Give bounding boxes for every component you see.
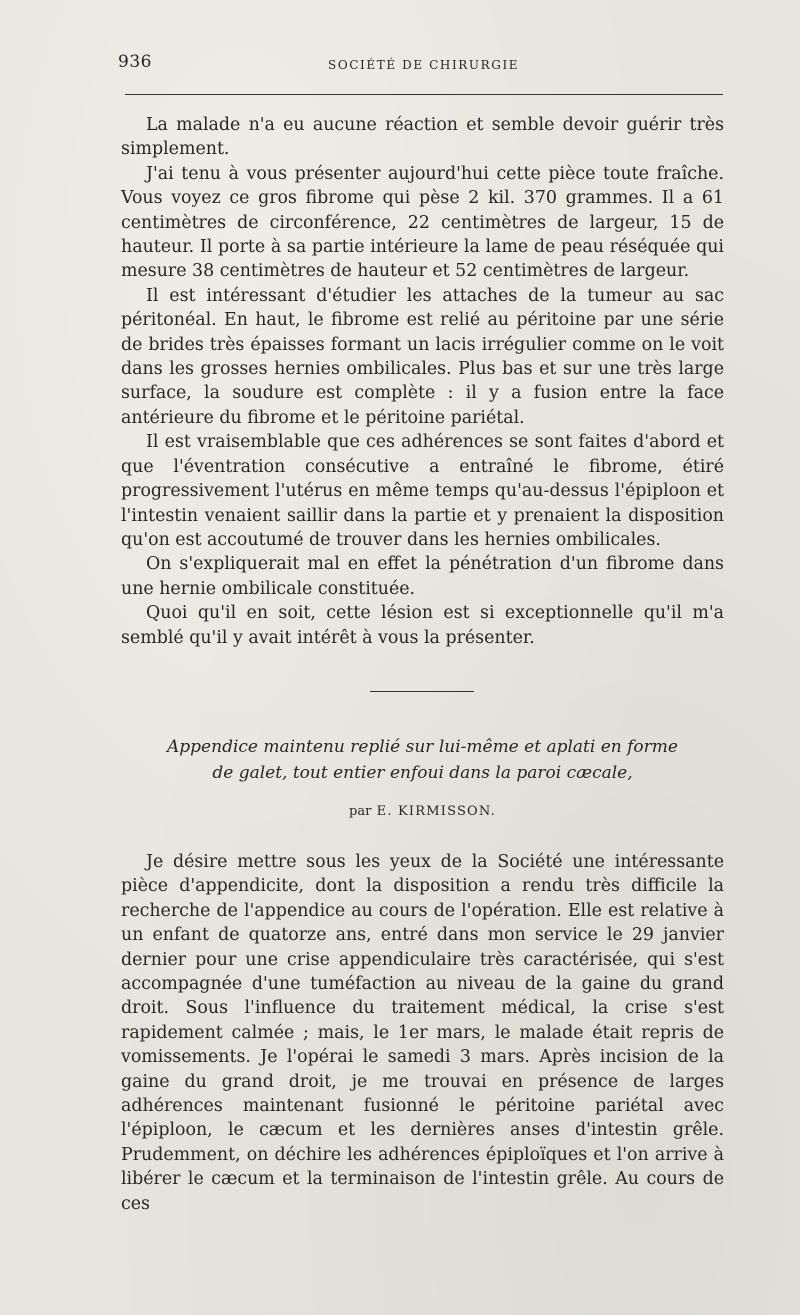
paragraph: Je désire mettre sous les yeux de la Société une intéressante pièce d'appendicite, dont la disposition a rendu très difficile la recherche de l'appendice au cours de l'opération. Elle est relative à un enfant de quatorze ans, entré dans mon service le 29 janvier dernier pour une crise appendiculaire très caractérisée, qui s'est accompagnée d'une tuméfaction au niveau de la gaine du grand droit. Sous l'influence du traitement médical, la crise s'est rapidement calmée ; mais, le 1er mars, le malade était repris de vomissements. Je l'opérai le samedi 3 mars. Après incision de la gaine du grand droit, je me trouvai en présence de larges adhérences maintenant fusionné le péritoine pariétal avec l'épiploon, le cæcum et les dernières anses d'intestin grêle. Prudemment, on déchire les adhérences épiploïques et l'on arrive à libérer le cæcum et la terminaison de l'intestin grêle. Au cours de ces [121, 852, 724, 1214]
paragraph: Il est intéressant d'étudier les attaches de la tumeur au sac péritonéal. En haut, le fibrome est relié au péritoine par une série de brides très épaisses formant un lacis irrégulier comme on le voit dans les grosses hernies ombilicales. Plus bas et sur une très large surface, la soudure est complète : il y a fusion entre la face antérieure du fibrome et le péritoine pariétal. [121, 285, 724, 428]
article-title-line-2: de galet, tout entier enfoui dans la paroi cæcale, [212, 763, 633, 783]
author-name: E. KIRMISSON. [376, 804, 496, 819]
running-title: SOCIÉTÉ DE CHIRURGIE [328, 58, 520, 72]
article-body [121, 850, 724, 1216]
author-prefix: par [349, 804, 372, 819]
article-title-line-1: Appendice maintenu replié sur lui-même et aplati en forme [167, 737, 678, 757]
paragraph: J'ai tenu à vous présenter aujourd'hui cette pièce toute fraîche. Vous voyez ce gros fibrome qui pèse 2 kil. 370 grammes. Il a 61 centimètres de circonférence, 22 centimètres de largeur, 15 de hauteur. Il porte à sa partie intérieure la lame de peau réséquée qui mesure 38 centimètres de hauteur et 52 centimètres de largeur. [121, 163, 724, 282]
page-number: 936 [118, 52, 152, 72]
paragraph: Quoi qu'il en soit, cette lésion est si exceptionnelle qu'il m'a semblé qu'il y avait intérêt à vous la présenter. [121, 603, 724, 648]
header-rule [125, 94, 723, 95]
article-title [121, 734, 724, 786]
paragraph: Il est vraisemblable que ces adhérences se sont faites d'abord et que l'éventration consécutive a entraîné le fibrome, étiré progressivement l'utérus en même temps qu'au-dessus l'épiploon et l'intestin venaient saillir dans la partie et y prenaient la disposition qu'on est accoutumé de trouver dans les hernies ombilicales. [121, 432, 724, 550]
paragraph: La malade n'a eu aucune réaction et semble devoir guérir très simplement. [121, 115, 724, 160]
page-header [118, 52, 724, 92]
section-1-body [121, 113, 724, 650]
section-separator [370, 691, 474, 692]
paragraph: On s'expliquerait mal en effet la pénétration d'un fibrome dans une hernie ombilicale constituée. [121, 554, 724, 599]
article-author [121, 804, 724, 819]
